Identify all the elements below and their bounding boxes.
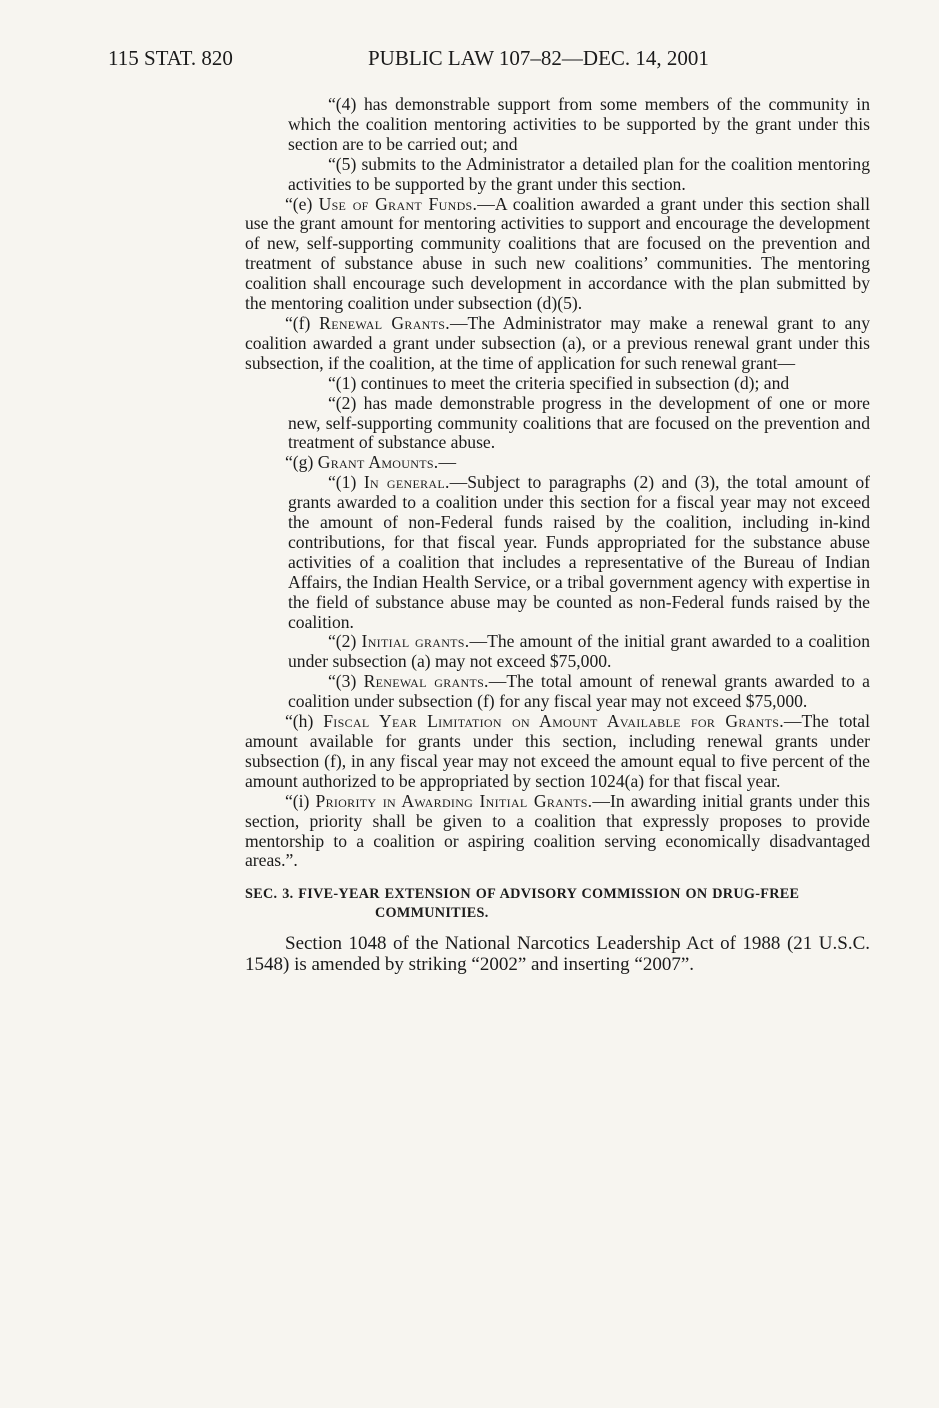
subsection-g-heading: Grant Amounts. bbox=[317, 452, 439, 473]
subsection-i-heading: Priority in Awarding Initial Grants. bbox=[315, 790, 593, 811]
subsection-i-open: “(i) bbox=[285, 790, 316, 811]
paragraph-g3 bbox=[245, 672, 870, 712]
section-3-heading: SEC. 3. FIVE-YEAR EXTENSION OF ADVISORY COMMISSION ON DRUG-FREE COMMUNITIES. bbox=[245, 886, 800, 922]
paragraph-g2 bbox=[245, 632, 870, 672]
paragraph-g2-heading: Initial grants. bbox=[361, 631, 470, 652]
subsection-e-text: —A coalition awarded a grant under this section shall use the grant amount for mentoring activities to support and encourage the development of new, self-supporting community coalitions that are focused on the prevention and treatment of substance abuse in such new coalitions’ communities. The mentoring coalition shall encourage such development in accordance with the plan submitted by the mentoring coalition under subsection (d)(5). bbox=[245, 193, 870, 314]
statute-page-number: 115 STAT. 820 bbox=[108, 46, 233, 70]
subsection-h-open: “(h) bbox=[285, 711, 324, 732]
paragraph-g3-open: “(3) bbox=[328, 671, 364, 692]
subsection-h-text: —The total amount available for grants under this section, including renewal grants under subsection (f), in any fiscal year may not exceed the amount equal to five percent of the amount authorized to be appropriated by section 1024(a) for that fiscal year. bbox=[245, 711, 871, 791]
subsection-e bbox=[245, 195, 870, 314]
paragraph-g2-open: “(2) bbox=[328, 631, 362, 652]
paragraph-g2-text: —The amount of the initial grant awarded to a coalition under subsection (a) may not exceed $75,000. bbox=[288, 631, 870, 672]
section-3-body: Section 1048 of the National Narcotics Leadership Act of 1988 (21 U.S.C. 1548) is amended by striking “2002” and inserting “2007”. bbox=[245, 933, 870, 976]
paragraph-g3-text: —The total amount of renewal grants awarded to a coalition under subsection (f) for any fiscal year may not exceed $75,000. bbox=[288, 671, 870, 712]
subsection-f-heading: Renewal Grants. bbox=[319, 312, 450, 333]
paragraph-g1-heading: In general. bbox=[363, 472, 450, 493]
subsection-e-heading: Use of Grant Funds. bbox=[318, 193, 478, 214]
paragraph-d4: “(4) has demonstrable support from some members of the community in which the coalition mentoring activities to be supported by the grant under this section are to be carried out; and bbox=[288, 94, 870, 154]
paragraph-g1 bbox=[245, 473, 870, 632]
subsection-f-text: —The Administrator may make a renewal grant to any coalition awarded a grant under subsection (a), or a previous renewal grant under this subsection, if the coalition, at the time of application for such renewal grant— bbox=[245, 312, 870, 373]
public-law-citation: PUBLIC LAW 107–82—DEC. 14, 2001 bbox=[368, 46, 709, 70]
subsection-f-open: “(f) bbox=[285, 312, 320, 333]
subsection-g-open: “(g) bbox=[285, 452, 318, 473]
subsection-i bbox=[245, 792, 870, 872]
subsection-h bbox=[245, 712, 870, 792]
paragraph-g1-text: —Subject to paragraphs (2) and (3), the total amount of grants awarded to a coalition under this section for a fiscal year may not exceed the amount of non-Federal funds raised by the coalition, including in-kind contributions, for that fiscal year. Funds appropriated for the substance abuse activities of a coalition that includes a representative of the Bureau of Indian Affairs, the Indian Health Service, or a tribal government agency with expertise in the field of substance abuse may be counted as non-Federal funds raised by the coalition. bbox=[288, 472, 870, 632]
paragraph-d5: “(5) submits to the Administrator a detailed plan for the coalition mentoring activities to be supported by the grant under this section. bbox=[288, 153, 870, 194]
subsection-f bbox=[245, 314, 870, 374]
paragraph-g3-heading: Renewal grants. bbox=[363, 671, 489, 692]
document-body bbox=[245, 95, 870, 975]
subsection-h-heading: Fiscal Year Limitation on Amount Available for Grants. bbox=[323, 711, 784, 732]
page-header bbox=[108, 46, 868, 76]
paragraph-f1: “(1) continues to meet the criteria specified in subsection (d); and bbox=[328, 372, 790, 393]
subsection-e-open: “(e) bbox=[285, 193, 319, 214]
subsection-g bbox=[245, 453, 870, 473]
subsection-g-text: — bbox=[438, 452, 457, 473]
paragraph-g1-open: “(1) bbox=[328, 472, 364, 493]
subsection-i-text: —In awarding initial grants under this section, priority shall be given to a coalition that expressly proposes to provide mentorship to a coalition or aspiring coalition serving economically disadvantaged areas.”. bbox=[245, 790, 870, 871]
paragraph-f2: “(2) has made demonstrable progress in the development of one or more new, self-supporting community coalitions that are focused on the prevention and treatment of substance abuse. bbox=[288, 392, 870, 453]
